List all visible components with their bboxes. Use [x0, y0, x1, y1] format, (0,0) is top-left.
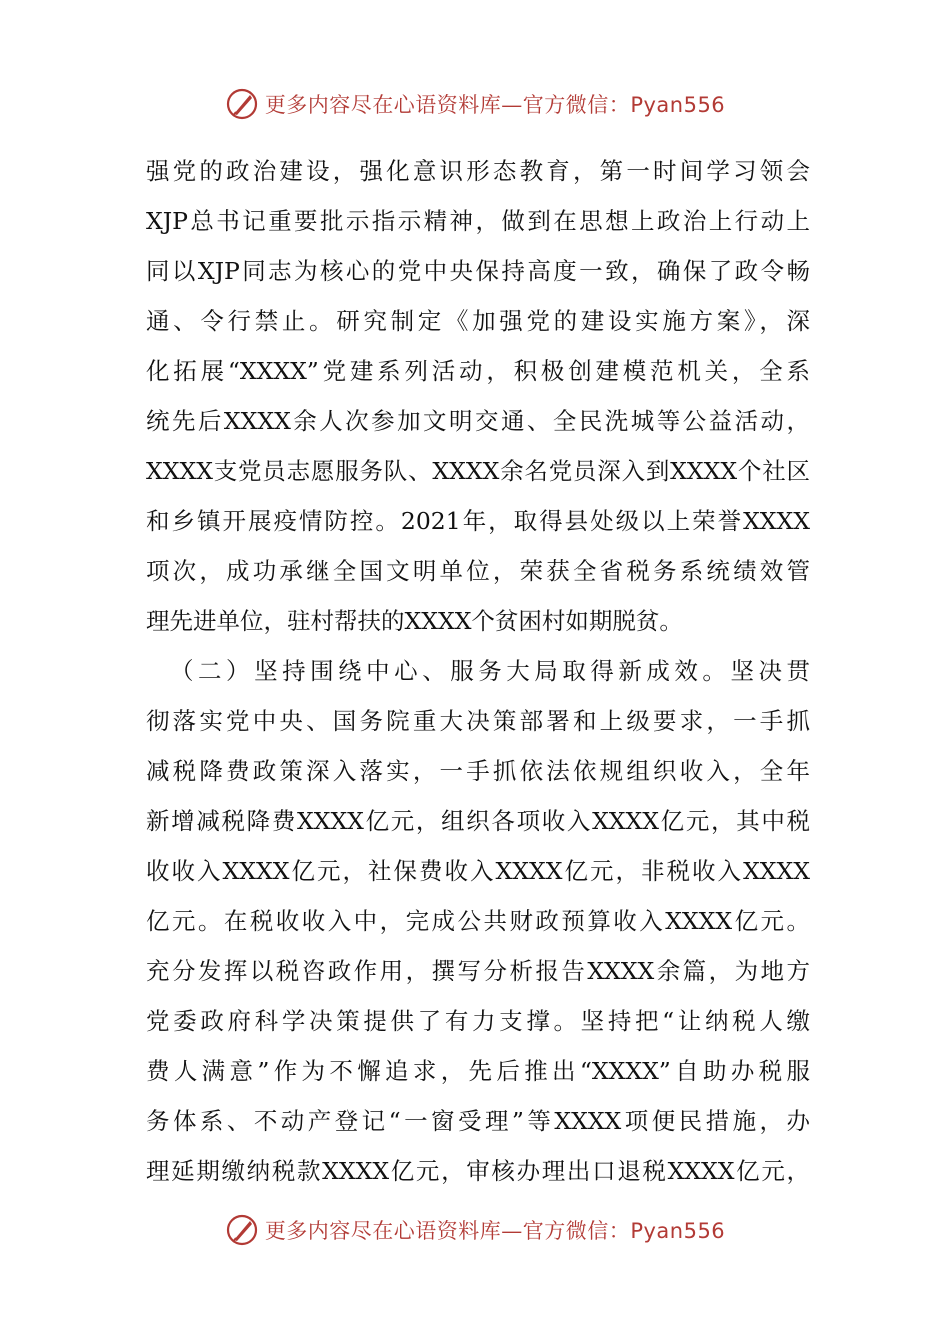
- text-line: 项次，成功承继全国文明单位，荣获全省税务系统绩效管: [146, 557, 810, 585]
- quill-logo-icon: [225, 1213, 259, 1247]
- text-line: 化拓展“XXXX”党建系列活动，积极创建模范机关，全系: [146, 357, 810, 385]
- footer-banner: [0, 1210, 950, 1250]
- text-line: 亿元。在税收收入中，完成公共财政预算收入XXXX亿元。: [146, 907, 810, 935]
- footer-wechat-id: Pyan556: [630, 1219, 726, 1243]
- text-line: 强党的政治建设，强化意识形态教育，第一时间学习领会: [146, 157, 810, 185]
- text-line: 务体系、不动产登记“一窗受理”等XXXX项便民措施，办: [146, 1107, 810, 1135]
- text-line: 同以XJP同志为核心的党中央保持高度一致，确保了政令畅: [146, 257, 810, 285]
- text-line: 减税降费政策深入落实，一手抓依法依规组织收入，全年: [146, 757, 810, 785]
- header-wechat-id: Pyan556: [630, 93, 726, 117]
- text-line: 收收入XXXX亿元，社保费收入XXXX亿元，非税收入XXXX: [146, 857, 810, 885]
- text-line: 新增减税降费XXXX亿元，组织各项收入XXXX亿元，其中税: [146, 807, 810, 835]
- text-line: 和乡镇开展疫情防控。2021年，取得县处级以上荣誉XXXX: [146, 507, 810, 535]
- text-line: 费人满意”作为不懈追求，先后推出“XXXX”自助办税服: [146, 1057, 810, 1085]
- header-banner: [0, 84, 950, 124]
- text-line: XJP总书记重要批示指示精神，做到在思想上政治上行动上: [146, 207, 810, 235]
- text-line: 统先后XXXX余人次参加文明交通、全民洗城等公益活动，: [146, 407, 810, 435]
- header-banner-text: 更多内容尽在心语资料库—官方微信：: [264, 93, 631, 117]
- text-line: 党委政府科学决策提供了有力支撑。坚持把“让纳税人缴: [146, 1007, 810, 1035]
- text-line: 通、令行禁止。研究制定《加强党的建设实施方案》，深: [146, 307, 810, 335]
- text-line: XXXX支党员志愿服务队、XXXX余名党员深入到XXXX个社区: [146, 457, 810, 485]
- section-heading-line: （二）坚持围绕中心、服务大局取得新成效。坚决贯: [170, 657, 810, 685]
- text-line: 充分发挥以税咨政作用，撰写分析报告XXXX余篇，为地方: [146, 957, 810, 985]
- text-line: 理先进单位，驻村帮扶的XXXX个贫困村如期脱贫。: [146, 607, 683, 635]
- text-line: 彻落实党中央、国务院重大决策部署和上级要求，一手抓: [146, 707, 810, 735]
- quill-logo-icon: [225, 87, 259, 121]
- body-text: [146, 146, 810, 1196]
- text-line: 理延期缴纳税款XXXX亿元，审核办理出口退税XXXX亿元，: [146, 1157, 810, 1185]
- footer-banner-text: 更多内容尽在心语资料库—官方微信：: [264, 1219, 631, 1243]
